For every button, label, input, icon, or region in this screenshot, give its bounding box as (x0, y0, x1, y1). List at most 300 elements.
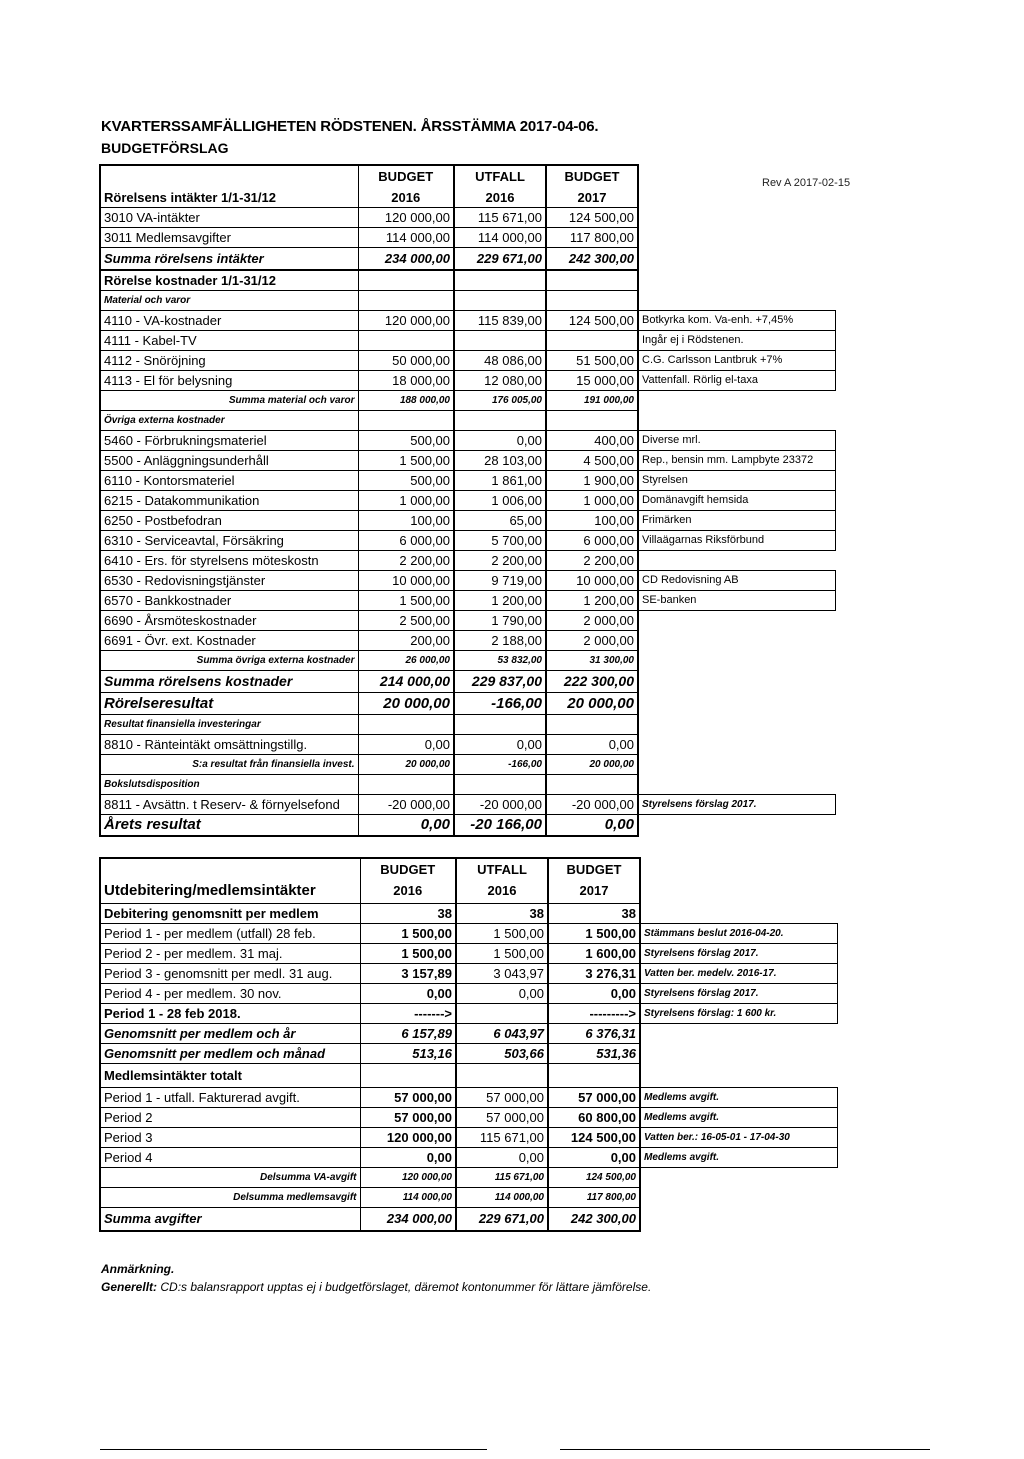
table-2-row-comment (640, 903, 837, 923)
table-2-cell-v1: 57 000,00 (360, 1107, 456, 1127)
table-1-row (100, 208, 835, 228)
table-1-cell-v1 (358, 270, 454, 291)
table-1-row (100, 510, 835, 530)
document-subtitle: BUDGETFÖRSLAG (101, 140, 229, 156)
table-1-cell-v2: 1 790,00 (454, 610, 546, 630)
table-1-row-comment: Styrelsens förslag 2017. (638, 794, 835, 814)
table-2-row-label: Period 2 (100, 1107, 360, 1127)
table-1-cell-v2: 48 086,00 (454, 350, 546, 370)
table-1-row (100, 430, 835, 450)
table-1-cell-v2 (454, 714, 546, 734)
table-1-row-comment (638, 270, 835, 291)
table-1-row (100, 774, 835, 794)
fees-col-budget-2017-year: 2017 (548, 879, 640, 903)
table-1-cell-v2: 0,00 (454, 734, 546, 754)
table-1-cell-v3: 2 000,00 (546, 610, 638, 630)
table-1-row (100, 450, 835, 470)
table-1-cell-v2: 12 080,00 (454, 370, 546, 390)
table-2-cell-v1: 120 000,00 (360, 1127, 456, 1147)
table-1-row-comment: Rep., bensin mm. Lampbyte 23372 (638, 450, 835, 470)
table-1-row-label: 5500 - Anläggningsunderhåll (100, 450, 358, 470)
table-1-row-label: 6691 - Övr. ext. Kostnader (100, 630, 358, 650)
table-2-cell-v3: 531,36 (548, 1043, 640, 1063)
table-1-cell-v2: -166,00 (454, 692, 546, 714)
table-1-row-label: Övriga externa kostnader (100, 410, 358, 430)
table-1-row-label: Summa rörelsens intäkter (100, 248, 358, 270)
table-1-cell-v3: -20 000,00 (546, 794, 638, 814)
col-utfall-2016-label: UTFALL (454, 165, 546, 187)
table-1-cell-v3: 20 000,00 (546, 754, 638, 774)
table-2-row-comment: Styrelsens förslag 2017. (640, 983, 837, 1003)
table-2-cell-v1: 0,00 (360, 983, 456, 1003)
table-1-row-label: 6310 - Serviceavtal, Försäkring (100, 530, 358, 550)
table-1-cell-v2: 115 671,00 (454, 208, 546, 228)
table-1-row (100, 590, 835, 610)
table-1-cell-v1: 100,00 (358, 510, 454, 530)
table-1-cell-v2: -20 166,00 (454, 814, 546, 836)
table-1-cell-v3 (546, 774, 638, 794)
table-2-row (100, 963, 837, 983)
col-utfall-2016-year: 2016 (454, 187, 546, 208)
table-1-cell-v2: 28 103,00 (454, 450, 546, 470)
table-2-row-comment: Medlems avgift. (640, 1147, 837, 1167)
table-1-row-comment (638, 290, 835, 310)
table-2-cell-v2: 6 043,97 (456, 1023, 548, 1043)
table-1-row (100, 670, 835, 692)
table-2-row-label: Period 1 - 28 feb 2018. (100, 1003, 360, 1023)
table-1-row-comment: C.G. Carlsson Lantbruk +7% (638, 350, 835, 370)
table-1-cell-v3: 15 000,00 (546, 370, 638, 390)
table-1-row (100, 630, 835, 650)
table-1-cell-v2: 53 832,00 (454, 650, 546, 670)
table-1-cell-v1: 114 000,00 (358, 228, 454, 248)
table-1-cell-v3 (546, 330, 638, 350)
table-1-row (100, 490, 835, 510)
table-1-cell-v2 (454, 290, 546, 310)
table-1-row-comment (638, 248, 835, 270)
table-1-row-label: 8811 - Avsättn. t Reserv- & förnyelsefond (100, 794, 358, 814)
table-2-row (100, 1187, 837, 1207)
col-budget-2017-label: BUDGET (546, 165, 638, 187)
table-2-cell-v2: 114 000,00 (456, 1187, 548, 1207)
table-1-row (100, 350, 835, 370)
signature-line-right (560, 1449, 930, 1450)
table-2-row-label: Period 3 (100, 1127, 360, 1147)
table-1-cell-v3: 10 000,00 (546, 570, 638, 590)
revenue-section-heading: Rörelsens intäkter 1/1-31/12 (100, 187, 358, 208)
table-2-row-label: Period 4 - per medlem. 30 nov. (100, 983, 360, 1003)
table-1-row-comment (638, 650, 835, 670)
table-2-cell-v3: 117 800,00 (548, 1187, 640, 1207)
table-1-row-label: 8810 - Ränteintäkt omsättningstillg. (100, 734, 358, 754)
budget-table-body (100, 208, 835, 837)
table-1-row-label: 3010 VA-intäkter (100, 208, 358, 228)
table-1-row (100, 570, 835, 590)
table-1-row-label: 6110 - Kontorsmateriel (100, 470, 358, 490)
table-2-cell-v2: 115 671,00 (456, 1127, 548, 1147)
table-1-cell-v3: 191 000,00 (546, 390, 638, 410)
table-2-row-label: Period 2 - per medlem. 31 maj. (100, 943, 360, 963)
table-1-cell-v1 (358, 410, 454, 430)
table-2-row-comment (640, 1207, 837, 1231)
table-1-row (100, 470, 835, 490)
fees-section-heading: Utdebitering/medlemsintäkter (100, 879, 360, 903)
table-2-cell-v2: 0,00 (456, 1147, 548, 1167)
table-2-row-label: Summa avgifter (100, 1207, 360, 1231)
table-1-cell-v3 (546, 270, 638, 291)
table-1-row-label: S:a resultat från finansiella invest. (100, 754, 358, 774)
table-1-cell-v3: 31 300,00 (546, 650, 638, 670)
table-1-cell-v3 (546, 410, 638, 430)
fees-col-budget-2017-label: BUDGET (548, 858, 640, 879)
table-1-row (100, 814, 835, 836)
table-2-cell-v1: 234 000,00 (360, 1207, 456, 1231)
table-1-row-comment (638, 774, 835, 794)
table-2-cell-v2: 229 671,00 (456, 1207, 548, 1231)
table-1-row (100, 692, 835, 714)
table-1-cell-v2 (454, 410, 546, 430)
table-1-row-comment: Domänavgift hemsida (638, 490, 835, 510)
table-2-cell-v1: 3 157,89 (360, 963, 456, 983)
table-1-cell-v3 (546, 290, 638, 310)
table-1-row-comment (638, 754, 835, 774)
table-1-row (100, 794, 835, 814)
table-2-row-label: Delsumma VA-avgift (100, 1167, 360, 1187)
table-2-row (100, 1167, 837, 1187)
table-1-row-label: Rörelseresultat (100, 692, 358, 714)
table-1-cell-v1: 1 500,00 (358, 450, 454, 470)
table-2-cell-v1: 1 500,00 (360, 923, 456, 943)
notes-heading: Anmärkning. (101, 1262, 175, 1276)
table-1-cell-v2: -166,00 (454, 754, 546, 774)
notes-section (101, 1262, 651, 1298)
table-1-row-label: Material och varor (100, 290, 358, 310)
table-1-cell-v2: 229 837,00 (454, 670, 546, 692)
table-1-row-label: Summa material och varor (100, 390, 358, 410)
table-1-cell-v3: 20 000,00 (546, 692, 638, 714)
notes-general-label: Generellt: (101, 1280, 158, 1294)
table-2-cell-v2: 503,66 (456, 1043, 548, 1063)
table-1-row (100, 248, 835, 270)
table-1-cell-v2: 1 006,00 (454, 490, 546, 510)
table-1-cell-v3: 1 900,00 (546, 470, 638, 490)
table-1-cell-v2: 2 200,00 (454, 550, 546, 570)
table-2-row (100, 1003, 837, 1023)
table-1-row-label: Bokslutsdisposition (100, 774, 358, 794)
table-1-row-label: Summa övriga externa kostnader (100, 650, 358, 670)
notes-general-text: CD:s balansrapport upptas ej i budgetförslaget, däremot kontonummer för lättare jämförelse. (160, 1280, 652, 1294)
table-2-cell-v1: 1 500,00 (360, 943, 456, 963)
table-1-cell-v3: 242 300,00 (546, 248, 638, 270)
table-1-cell-v2: 9 719,00 (454, 570, 546, 590)
table-2-cell-v2: 0,00 (456, 983, 548, 1003)
table-1-row-comment: SE-banken (638, 590, 835, 610)
table-1-row-comment: Botkyrka kom. Va-enh. +7,45% (638, 310, 835, 330)
table-1-cell-v1: 2 200,00 (358, 550, 454, 570)
revision-label: Rev A 2017-02-15 (762, 177, 851, 189)
table-1-cell-v1: 2 500,00 (358, 610, 454, 630)
table-1-row (100, 410, 835, 430)
table-1-cell-v2 (454, 330, 546, 350)
table-1-row-comment: Vattenfall. Rörlig el-taxa (638, 370, 835, 390)
table-2-row-comment (640, 1187, 837, 1207)
table-2-cell-v1: 513,16 (360, 1043, 456, 1063)
table-1-row (100, 228, 835, 248)
table-1-row-comment (638, 610, 835, 630)
table-1-cell-v1: 120 000,00 (358, 208, 454, 228)
table-1-cell-v1: 234 000,00 (358, 248, 454, 270)
table-1-cell-v1: 214 000,00 (358, 670, 454, 692)
table-1-cell-v2: 5 700,00 (454, 530, 546, 550)
col-budget-2016-label: BUDGET (358, 165, 454, 187)
table-1-row (100, 754, 835, 774)
fees-col-budget-2016-year: 2016 (360, 879, 456, 903)
table-1-row-comment: Villaägarnas Riksförbund (638, 530, 835, 550)
table-1-row-comment (638, 670, 835, 692)
table-2-row (100, 1023, 837, 1043)
table-1-cell-v1 (358, 330, 454, 350)
table-1-cell-v1: 10 000,00 (358, 570, 454, 590)
table-1-cell-v1: 1 000,00 (358, 490, 454, 510)
table-1-row (100, 290, 835, 310)
table-2-cell-v3: 0,00 (548, 983, 640, 1003)
table-1-cell-v1 (358, 714, 454, 734)
member-fees-table-body (100, 903, 837, 1231)
table-2-row-comment: Medlems avgift. (640, 1087, 837, 1107)
table-1-row-comment (638, 550, 835, 570)
table-1-cell-v3: 124 500,00 (546, 310, 638, 330)
table-2-cell-v2 (456, 1063, 548, 1087)
table-1-row (100, 270, 835, 291)
table-1-row-label: 5460 - Förbrukningsmateriel (100, 430, 358, 450)
table-1-row (100, 610, 835, 630)
table-1-cell-v2: 115 839,00 (454, 310, 546, 330)
table-2-row-label: Delsumma medlemsavgift (100, 1187, 360, 1207)
table-2-cell-v2: 38 (456, 903, 548, 923)
table-2-row-comment (640, 1043, 837, 1063)
table-2-row-comment: Medlems avgift. (640, 1107, 837, 1127)
table-2-row-label: Period 4 (100, 1147, 360, 1167)
table-1-row-comment (638, 734, 835, 754)
table-2-cell-v3: 124 500,00 (548, 1167, 640, 1187)
table-1-cell-v3: 51 500,00 (546, 350, 638, 370)
table-2-row-comment: Vatten ber. medelv. 2016-17. (640, 963, 837, 983)
table-1-cell-v3: 1 200,00 (546, 590, 638, 610)
table-1-row-comment (638, 208, 835, 228)
table-1-row (100, 650, 835, 670)
table-2-cell-v2: 3 043,97 (456, 963, 548, 983)
table-2-row-comment (640, 1063, 837, 1087)
budget-header-row-top (100, 165, 835, 187)
table-2-cell-v3: 3 276,31 (548, 963, 640, 983)
table-1-cell-v2: 1 861,00 (454, 470, 546, 490)
table-1-row-label: Årets resultat (100, 814, 358, 836)
table-2-cell-v2: 115 671,00 (456, 1167, 548, 1187)
table-2-row-label: Genomsnitt per medlem och månad (100, 1043, 360, 1063)
table-2-row (100, 1127, 837, 1147)
table-1-row-label: 6570 - Bankkostnader (100, 590, 358, 610)
table-2-cell-v3: ---------> (548, 1003, 640, 1023)
table-2-cell-v3: 0,00 (548, 1147, 640, 1167)
table-1-cell-v1: 200,00 (358, 630, 454, 650)
table-2-cell-v1: 57 000,00 (360, 1087, 456, 1107)
document-title: KVARTERSSAMFÄLLIGHETEN RÖDSTENEN. ÅRSSTÄMMA 2017-04-06. (101, 118, 599, 135)
table-2-cell-v3: 6 376,31 (548, 1023, 640, 1043)
table-1-row-label: 4110 - VA-kostnader (100, 310, 358, 330)
table-1-cell-v3: 400,00 (546, 430, 638, 450)
table-1-row-comment (638, 692, 835, 714)
table-1-cell-v3: 0,00 (546, 814, 638, 836)
fees-col-budget-2016-label: BUDGET (360, 858, 456, 879)
table-1-cell-v1: 120 000,00 (358, 310, 454, 330)
table-1-cell-v1: 500,00 (358, 430, 454, 450)
table-1-cell-v2 (454, 270, 546, 291)
table-2-cell-v3: 1 500,00 (548, 923, 640, 943)
table-1-row-label: Summa rörelsens kostnader (100, 670, 358, 692)
table-2-cell-v1: 114 000,00 (360, 1187, 456, 1207)
table-2-cell-v2: 1 500,00 (456, 943, 548, 963)
table-2-cell-v3: 242 300,00 (548, 1207, 640, 1231)
table-1-row-label: 4112 - Snöröjning (100, 350, 358, 370)
fees-header-row (100, 879, 837, 903)
table-1-cell-v3: 117 800,00 (546, 228, 638, 248)
table-2-row-label: Debitering genomsnitt per medlem (100, 903, 360, 923)
col-budget-2016-year: 2016 (358, 187, 454, 208)
table-1-cell-v1: 20 000,00 (358, 692, 454, 714)
fees-header-row-top (100, 858, 837, 879)
table-2-cell-v1: 120 000,00 (360, 1167, 456, 1187)
table-1-row-comment (638, 714, 835, 734)
table-1-cell-v3: 1 000,00 (546, 490, 638, 510)
table-1-cell-v2: 114 000,00 (454, 228, 546, 248)
table-2-cell-v3 (548, 1063, 640, 1087)
table-1-row-comment: Diverse mrl. (638, 430, 835, 450)
table-1-cell-v3: 6 000,00 (546, 530, 638, 550)
table-1-row (100, 530, 835, 550)
table-2-row (100, 1063, 837, 1087)
table-2-row-comment (640, 1167, 837, 1187)
table-2-cell-v2 (456, 1003, 548, 1023)
table-1-row-label: Rörelse kostnader 1/1-31/12 (100, 270, 358, 291)
table-1-row-label: 6530 - Redovisningstjänster (100, 570, 358, 590)
table-2-row (100, 1207, 837, 1231)
table-1-cell-v1: 26 000,00 (358, 650, 454, 670)
table-2-row (100, 1087, 837, 1107)
table-1-row-label: 6690 - Årsmöteskostnader (100, 610, 358, 630)
table-1-row-comment (638, 814, 835, 836)
table-1-row-label: 4111 - Kabel-TV (100, 330, 358, 350)
table-1-cell-v1: 500,00 (358, 470, 454, 490)
table-1-row-comment (638, 630, 835, 650)
table-1-cell-v1: 20 000,00 (358, 754, 454, 774)
table-1-cell-v1: 18 000,00 (358, 370, 454, 390)
table-1-row-comment: Styrelsen (638, 470, 835, 490)
signature-line-left (100, 1449, 487, 1450)
table-1-row-label: 6410 - Ers. för styrelsens möteskostn (100, 550, 358, 570)
table-1-row-label: 6250 - Postbefodran (100, 510, 358, 530)
table-2-cell-v1: -------> (360, 1003, 456, 1023)
table-2-cell-v3: 60 800,00 (548, 1107, 640, 1127)
table-1-cell-v1: 0,00 (358, 734, 454, 754)
table-1-row-comment (638, 410, 835, 430)
budget-table (99, 164, 836, 837)
table-1-cell-v1 (358, 290, 454, 310)
table-1-cell-v3: 2 000,00 (546, 630, 638, 650)
table-2-cell-v3: 38 (548, 903, 640, 923)
table-2-row (100, 1107, 837, 1127)
table-1-row-label: 6215 - Datakommunikation (100, 490, 358, 510)
table-1-cell-v2: 65,00 (454, 510, 546, 530)
table-1-cell-v1: 0,00 (358, 814, 454, 836)
table-1-cell-v1: 188 000,00 (358, 390, 454, 410)
table-1-cell-v2 (454, 774, 546, 794)
table-2-row (100, 903, 837, 923)
col-budget-2017-year: 2017 (546, 187, 638, 208)
budget-header-row (100, 187, 835, 208)
table-2-cell-v1: 38 (360, 903, 456, 923)
table-2-cell-v2: 57 000,00 (456, 1107, 548, 1127)
table-1-row (100, 734, 835, 754)
table-1-cell-v3: 100,00 (546, 510, 638, 530)
table-2-cell-v1: 0,00 (360, 1147, 456, 1167)
table-1-row-label: Resultat finansiella investeringar (100, 714, 358, 734)
member-fees-table (99, 857, 838, 1232)
table-2-row-comment: Styrelsens förslag 2017. (640, 943, 837, 963)
table-1-cell-v3 (546, 714, 638, 734)
fees-col-utfall-2016-year: 2016 (456, 879, 548, 903)
table-1-cell-v2: 229 671,00 (454, 248, 546, 270)
table-1-row-comment: Frimärken (638, 510, 835, 530)
table-1-row-comment (638, 228, 835, 248)
table-1-cell-v3: 222 300,00 (546, 670, 638, 692)
table-1-cell-v1 (358, 774, 454, 794)
table-2-cell-v3: 57 000,00 (548, 1087, 640, 1107)
table-1-cell-v1: 50 000,00 (358, 350, 454, 370)
table-2-row-comment: Stämmans beslut 2016-04-20. (640, 923, 837, 943)
table-2-row-label: Period 3 - genomsnitt per medl. 31 aug. (100, 963, 360, 983)
fees-col-utfall-2016-label: UTFALL (456, 858, 548, 879)
table-1-cell-v3: 4 500,00 (546, 450, 638, 470)
table-2-row-label: Period 1 - per medlem (utfall) 28 feb. (100, 923, 360, 943)
table-2-row (100, 943, 837, 963)
table-2-row-comment: Vatten ber.: 16-05-01 - 17-04-30 (640, 1127, 837, 1147)
table-1-cell-v3: 124 500,00 (546, 208, 638, 228)
table-2-row (100, 1147, 837, 1167)
table-1-row (100, 550, 835, 570)
table-2-row (100, 923, 837, 943)
table-1-row (100, 310, 835, 330)
table-1-cell-v3: 0,00 (546, 734, 638, 754)
table-2-row-comment (640, 1023, 837, 1043)
table-1-cell-v1: 1 500,00 (358, 590, 454, 610)
table-1-row-label: 3011 Medlemsavgifter (100, 228, 358, 248)
table-2-row-label: Medlemsintäkter totalt (100, 1063, 360, 1087)
table-2-cell-v1 (360, 1063, 456, 1087)
table-1-row-comment (638, 390, 835, 410)
table-1-cell-v2: -20 000,00 (454, 794, 546, 814)
table-1-row (100, 714, 835, 734)
table-2-cell-v2: 57 000,00 (456, 1087, 548, 1107)
table-1-cell-v2: 0,00 (454, 430, 546, 450)
table-1-row (100, 390, 835, 410)
table-2-cell-v1: 6 157,89 (360, 1023, 456, 1043)
table-1-cell-v2: 176 005,00 (454, 390, 546, 410)
table-2-row (100, 983, 837, 1003)
table-2-cell-v2: 1 500,00 (456, 923, 548, 943)
table-1-row (100, 370, 835, 390)
table-1-row (100, 330, 835, 350)
table-1-row-comment: Ingår ej i Rödstenen. (638, 330, 835, 350)
